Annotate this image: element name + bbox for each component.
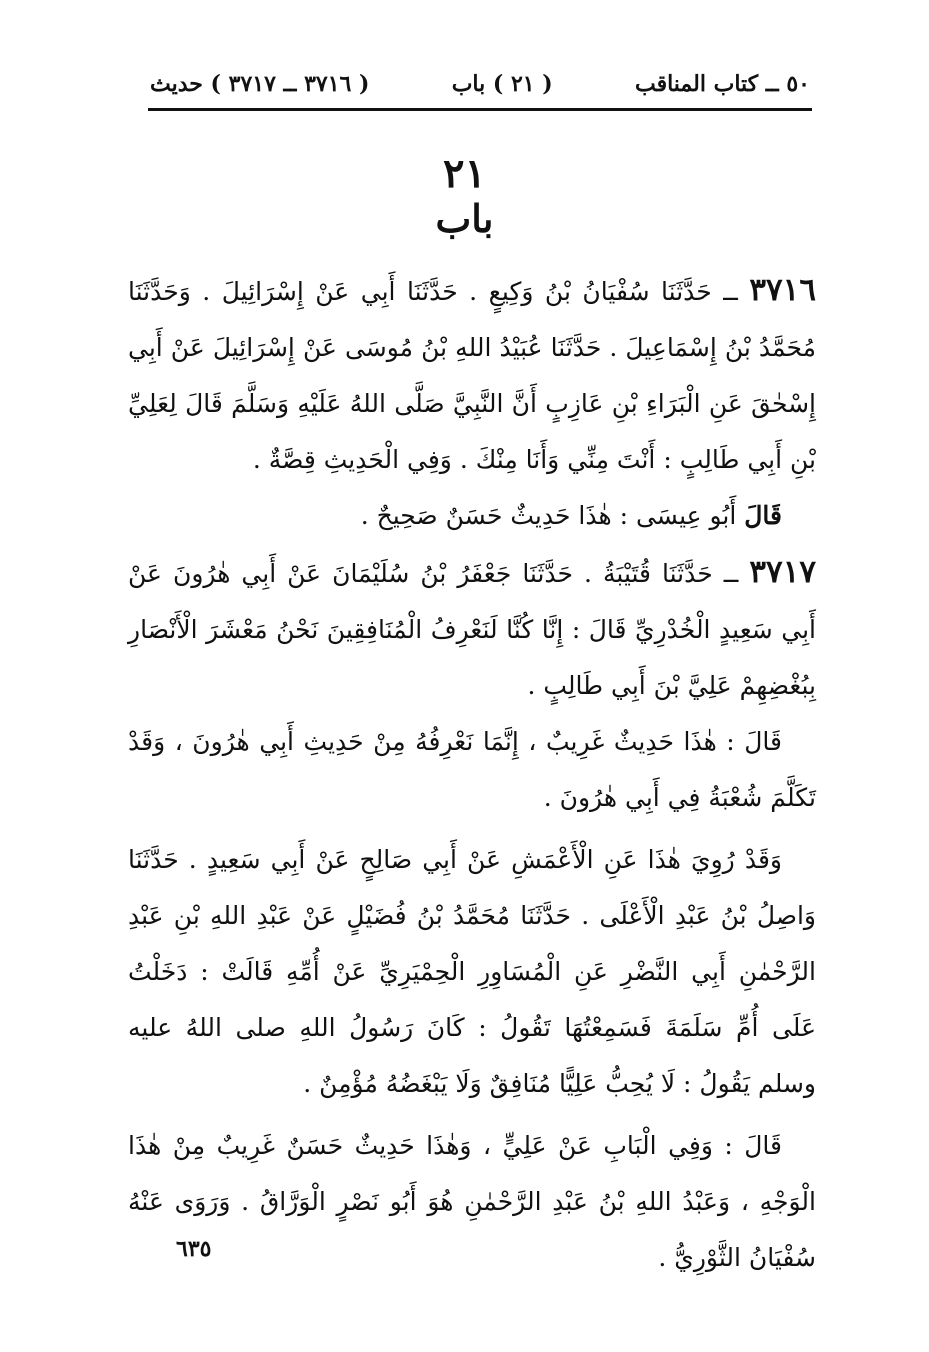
hadith-number: ٣٧١٦ [749, 272, 816, 308]
hadith-3717-comment: قَالَ : هٰذَا حَدِيثٌ غَرِيبٌ ، إِنَّمَا نَعْرِفُهُ مِنْ حَدِيثِ أَبِي هٰرُونَ ، وَقَدْ تَكَلَّمَ شُعْبَةُ فِي أَبِي هٰرُونَ . [128, 727, 816, 812]
hadith-3717-closing-comment: قَالَ : وَفِي الْبَابِ عَنْ عَلِيٍّ ، وَهٰذَا حَدِيثٌ حَسَنٌ غَرِيبٌ مِنْ هٰذَا الْوَجْهِ ، وَعَبْدُ اللهِ بْنُ عَبْدِ الرَّحْمٰنِ هُوَ أَبُو نَصْرٍ الْوَرَّاقُ . وَرَوَى عَنْهُ سُفْيَانُ الثَّوْرِيُّ . [128, 1131, 816, 1272]
header-chapter: ( ٢١ ) باب [451, 71, 553, 97]
hadith-3717-narration: وَقَدْ رُوِيَ هٰذَا عَنِ الْأَعْمَشِ عَنْ أَبِي صَالِحٍ عَنْ أَبِي سَعِيدٍ . حَدَّثَنَا وَاصِلُ بْنُ عَبْدِ الْأَعْلَى . حَدَّثَنَا مُحَمَّدُ بْنُ فُضَيْلٍ عَنْ عَبْدِ اللهِ بْنِ عَبْدِ الرَّحْمٰنِ أَبِي النَّضْرِ عَنِ الْمُسَاوِرِ الْحِمْيَرِيِّ عَنْ أُمِّهِ قَالَتْ : دَخَلْتُ عَلَى أُمِّ سَلَمَةَ فَسَمِعْتُهَا تَقُولُ : كَانَ رَسُولُ اللهِ صلى اللهُ عليه وسلم يَقُولُ : لَا يُحِبُّ عَلِيًّا مُنَافِقٌ وَلَا يَبْغَضُهُ مُؤْمِنٌ . [128, 845, 816, 1098]
chapter-title: باب [435, 196, 494, 241]
hadith-3717-paragraph [128, 544, 816, 714]
hadith-number: ٣٧١٧ [749, 554, 817, 590]
chapter-number: ٢١ [443, 150, 486, 197]
header-divider [148, 108, 812, 111]
hadith-text: ــ حَدَّثَنَا قُتَيْبَةُ . حَدَّثَنَا جَعْفَرُ بْنُ سُلَيْمَانَ عَنْ أَبِي هٰرُونَ عَنْ أَبِي سَعِيدٍ الْخُدْرِيِّ قَالَ : إِنَّا كُنَّا لَنَعْرِفُ الْمُنَافِقِينَ نَحْنُ مَعْشَرَ الْأَنْصَارِ بِبُغْضِهِمْ عَلِيَّ بْنَ أَبِي طَالِبٍ . [128, 559, 816, 700]
hadith-3716-grading [128, 488, 816, 544]
grading-text: أَبُو عِيسَى : هٰذَا حَدِيثٌ حَسَنٌ صَحِيحٌ . [360, 501, 737, 530]
hadith-3716-paragraph [128, 262, 816, 488]
page-number: ٦٣٥ [176, 1236, 212, 1262]
page-body [128, 262, 816, 1286]
running-header [150, 62, 810, 106]
header-hadith-range: ( ٣٧١٦ ــ ٣٧١٧ ) حديث [150, 71, 370, 97]
hadith-text: ــ حَدَّثَنَا سُفْيَانُ بْنُ وَكِيعٍ . حَدَّثَنَا أَبِي عَنْ إِسْرَائِيلَ . وَحَدَّثَنَا مُحَمَّدُ بْنُ إِسْمَاعِيلَ . حَدَّثَنَا عُبَيْدُ اللهِ بْنُ مُوسَى عَنْ إِسْرَائِيلَ عَنْ أَبِي إِسْحٰقَ عَنِ الْبَرَاءِ بْنِ عَازِبٍ أَنَّ النَّبِيَّ صَلَّى اللهُ عَلَيْهِ وَسَلَّمَ قَالَ لِعَلِيِّ بْنِ أَبِي طَالِبٍ : أَنْتَ مِنِّي وَأَنَا مِنْكَ . وَفِي الْحَدِيثِ قِصَّةٌ . [128, 277, 816, 474]
grading-label: قَالَ [744, 501, 782, 530]
header-book-title: ٥٠ ــ كتاب المناقب [634, 71, 810, 97]
